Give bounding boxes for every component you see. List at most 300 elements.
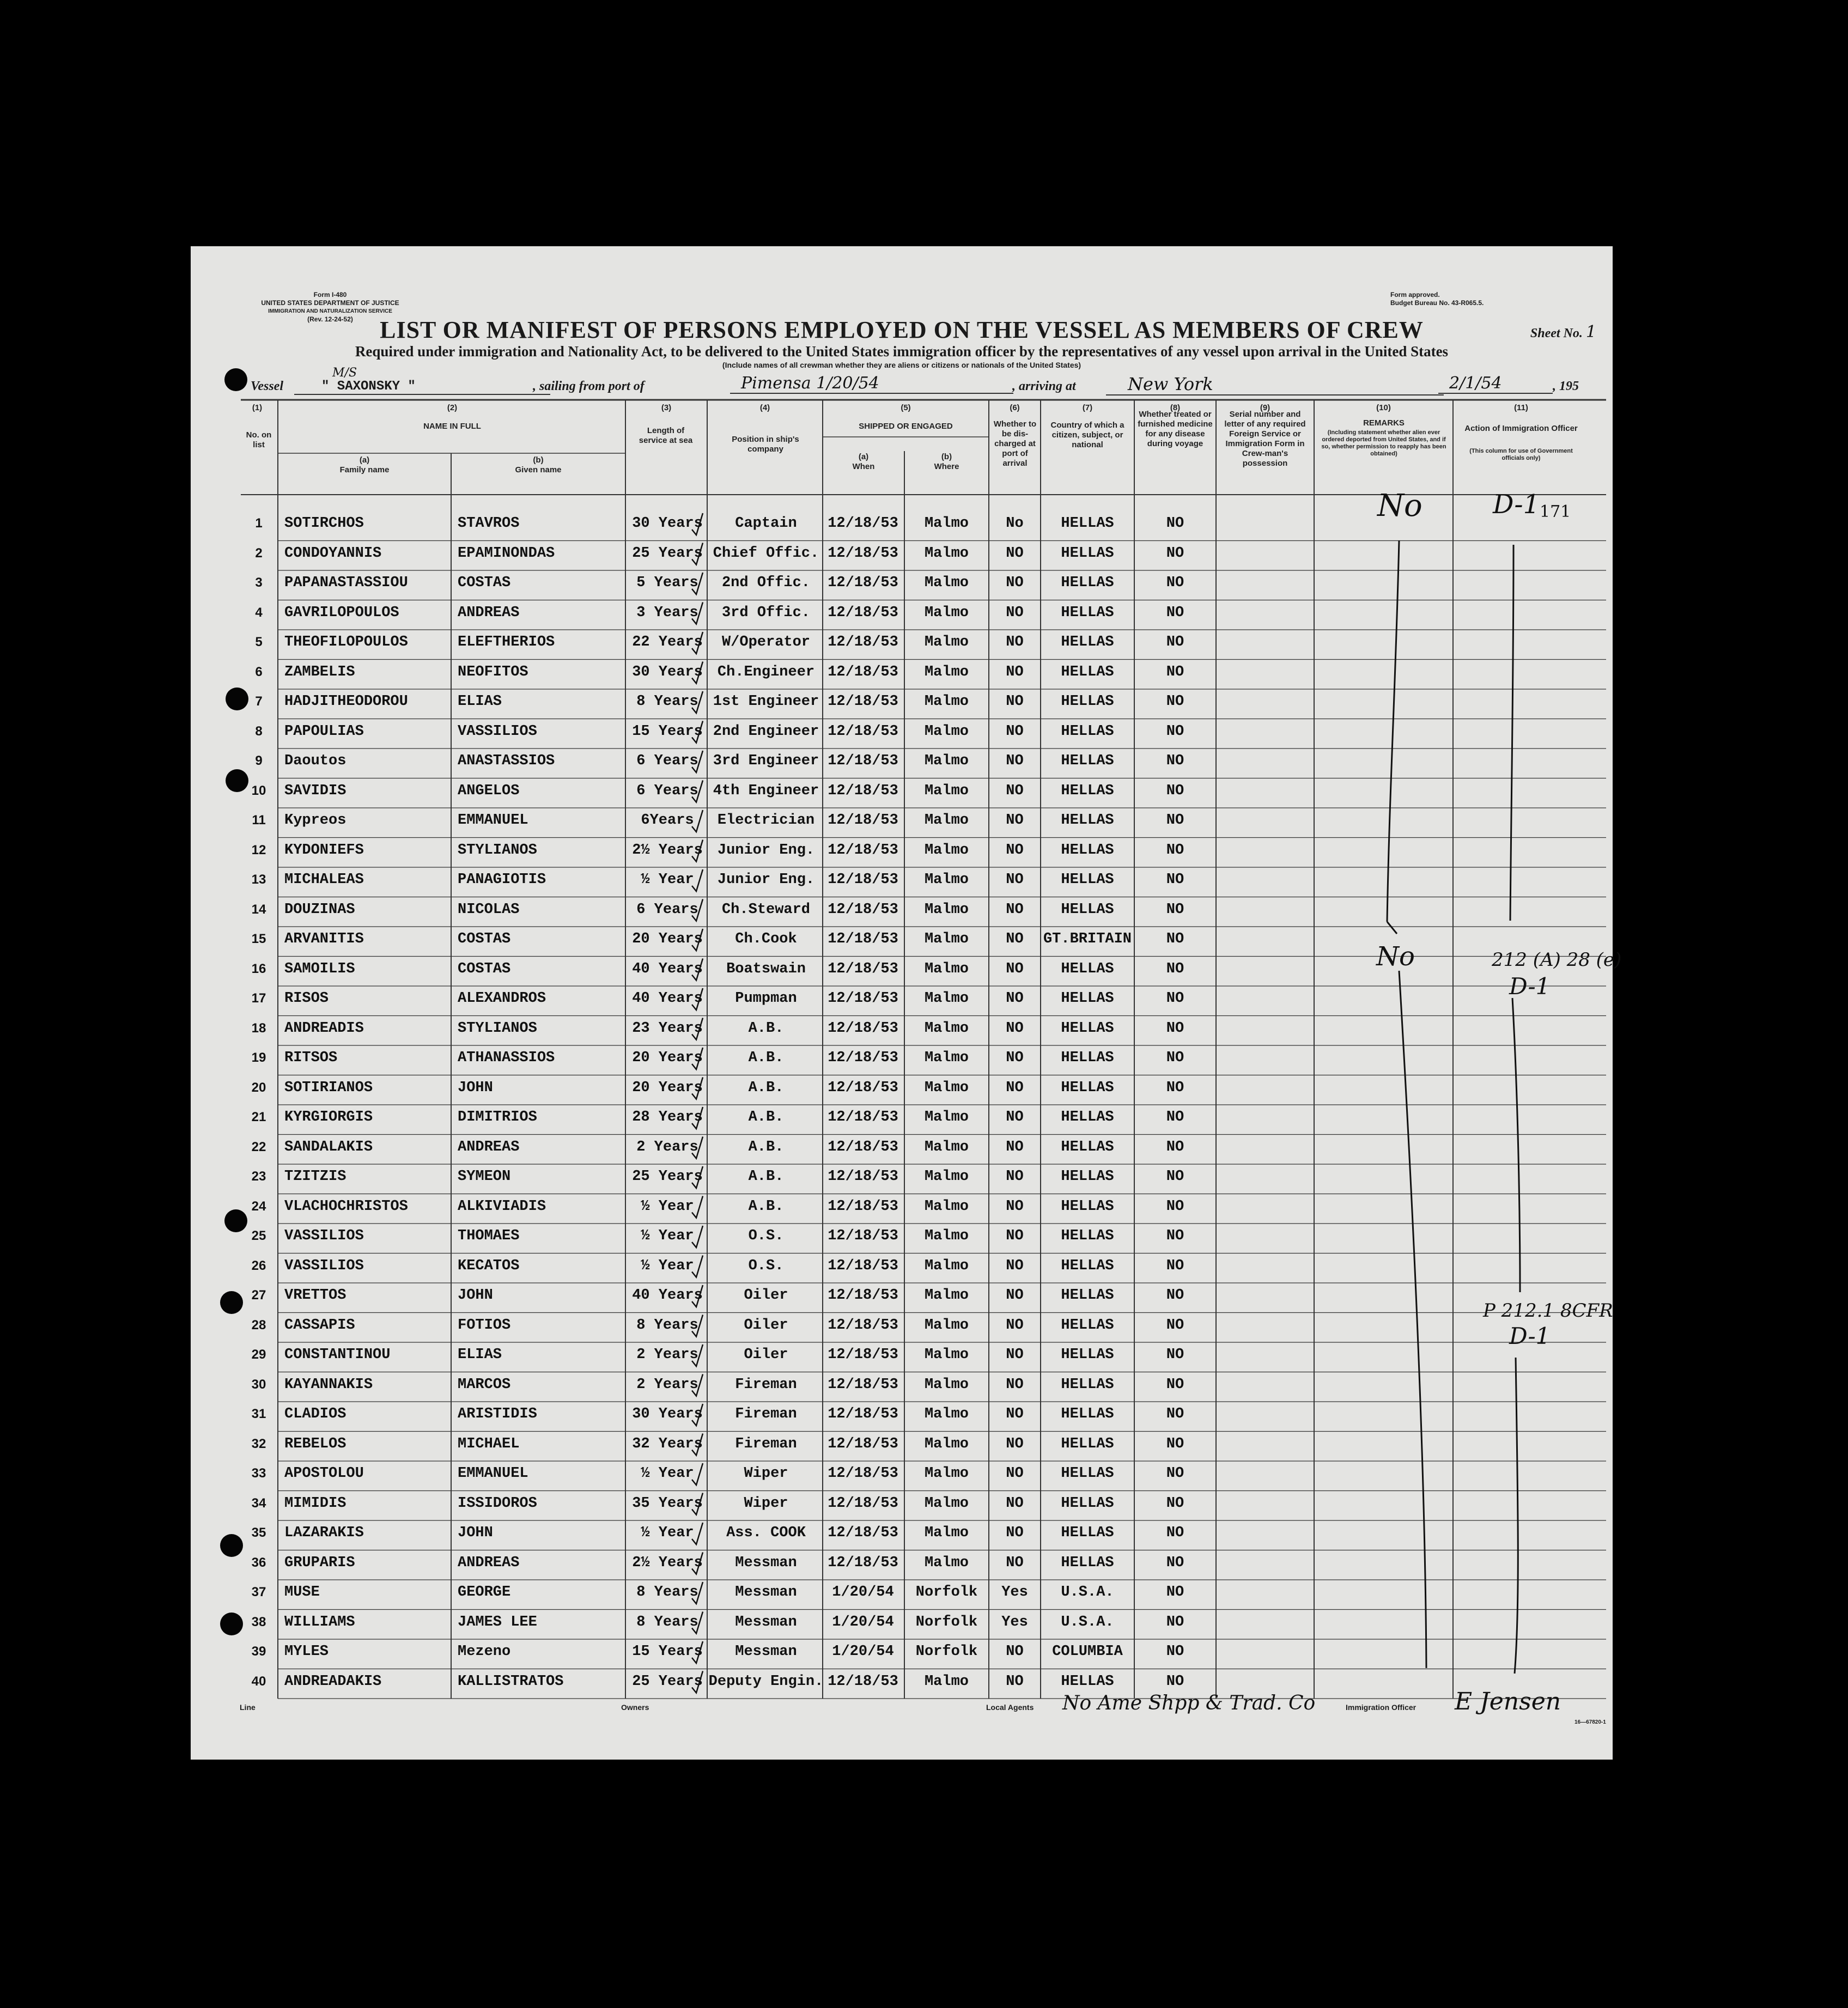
cell-country: HELLAS bbox=[1061, 842, 1114, 859]
cell-country: HELLAS bbox=[1061, 1109, 1114, 1125]
cell-when: 12/18/53 bbox=[828, 1376, 898, 1393]
cell-family: ARVANITIS bbox=[284, 931, 364, 947]
cell-country: U.S.A. bbox=[1061, 1614, 1114, 1630]
given-name-marker: (b) bbox=[533, 455, 544, 465]
cell-when: 12/18/53 bbox=[828, 664, 898, 680]
cell-length: ½ Year bbox=[641, 1257, 694, 1274]
cell-when: 12/18/53 bbox=[828, 723, 898, 740]
department-name: UNITED STATES DEPARTMENT OF JUSTICE bbox=[261, 299, 399, 307]
cell-given: ELIAS bbox=[458, 1347, 502, 1363]
cell-where: Malmo bbox=[924, 1169, 969, 1185]
page-title: LIST OR MANIFEST OF PERSONS EMPLOYED ON THE VESSEL AS MEMBERS OF CREW bbox=[380, 317, 1424, 343]
year-suffix: , 195 bbox=[1553, 379, 1579, 393]
cell-discharge: NO bbox=[1006, 1465, 1024, 1482]
cell-given: JAMES LEE bbox=[458, 1614, 537, 1630]
cell-discharge: NO bbox=[1006, 1050, 1024, 1066]
cell-family: RITSOS bbox=[284, 1050, 338, 1066]
cell-position: Messman bbox=[735, 1554, 797, 1571]
country-header: Country of which a citizen, subject, or national bbox=[1050, 421, 1124, 449]
page-subtitle: Required under immigration and Nationality Act, to be delivered to the United States immigration officer by the representatives of any vessel upon arrival in the United States bbox=[355, 343, 1449, 360]
cell-when: 12/18/53 bbox=[828, 1554, 898, 1571]
cell-when: 12/18/53 bbox=[828, 960, 898, 977]
binder-hole bbox=[220, 1534, 243, 1557]
cell-where: Malmo bbox=[924, 604, 969, 621]
cell-no: 12 bbox=[251, 842, 266, 857]
cell-family: ANDREADAKIS bbox=[284, 1673, 382, 1690]
cell-country: HELLAS bbox=[1061, 1139, 1114, 1155]
local-agents-label: Local Agents bbox=[986, 1703, 1034, 1712]
cell-given: EPAMINONDAS bbox=[458, 545, 555, 562]
name-in-full-header: NAME IN FULL bbox=[423, 422, 481, 431]
cell-discharge: NO bbox=[1006, 1644, 1024, 1660]
action-annotation-29: D-1 bbox=[1509, 1323, 1551, 1349]
cell-medicine: NO bbox=[1166, 604, 1184, 621]
cell-given: FOTIOS bbox=[458, 1317, 511, 1334]
cell-no: 39 bbox=[251, 1644, 266, 1659]
cell-given: PANAGIOTIS bbox=[458, 872, 546, 888]
cell-medicine: NO bbox=[1166, 634, 1184, 650]
cell-country: HELLAS bbox=[1061, 1554, 1114, 1571]
cell-discharge: NO bbox=[1006, 1673, 1024, 1690]
cell-where: Malmo bbox=[924, 931, 969, 947]
cell-when: 12/18/53 bbox=[828, 1020, 898, 1037]
cell-length: 40 Years bbox=[632, 990, 703, 1007]
cell-given: COSTAS bbox=[458, 931, 511, 947]
col-8-number: (8) bbox=[1170, 403, 1181, 412]
cell-given: COSTAS bbox=[458, 960, 511, 977]
cell-country: HELLAS bbox=[1061, 664, 1114, 680]
cell-length: 40 Years bbox=[632, 960, 703, 977]
cell-medicine: NO bbox=[1166, 1198, 1184, 1215]
cell-country: HELLAS bbox=[1061, 693, 1114, 710]
cell-family: MYLES bbox=[284, 1644, 329, 1660]
cell-given: MICHAEL bbox=[458, 1435, 520, 1452]
cell-discharge: NO bbox=[1006, 931, 1024, 947]
sheet-number-value: 1 bbox=[1585, 323, 1596, 342]
immigration-officer-label: Immigration Officer bbox=[1346, 1703, 1417, 1712]
cell-medicine: NO bbox=[1166, 1406, 1184, 1422]
cell-where: Malmo bbox=[924, 723, 969, 740]
serial-form-header: Serial number and letter of any required Foreign Service or Immigration Form in Crew-man's possession bbox=[1224, 410, 1306, 468]
cell-length: 2 Years bbox=[636, 1376, 698, 1393]
cell-country: HELLAS bbox=[1061, 1317, 1114, 1334]
cell-country: HELLAS bbox=[1061, 1257, 1114, 1274]
cell-when: 12/18/53 bbox=[828, 1228, 898, 1244]
col-10-number: (10) bbox=[1376, 403, 1391, 412]
cell-family: PAPANASTASSIOU bbox=[284, 575, 408, 591]
cell-given: DIMITRIOS bbox=[458, 1109, 537, 1125]
sailing-label: , sailing from port of bbox=[533, 379, 645, 393]
cell-where: Malmo bbox=[924, 545, 969, 562]
cell-discharge: NO bbox=[1006, 604, 1024, 621]
binder-hole bbox=[220, 1291, 243, 1314]
cell-given: Mezeno bbox=[458, 1644, 511, 1660]
cell-no: 21 bbox=[251, 1110, 266, 1124]
cell-given: ANASTASSIOS bbox=[458, 753, 555, 769]
cell-country: HELLAS bbox=[1061, 604, 1114, 621]
cell-country: HELLAS bbox=[1061, 1525, 1114, 1541]
cell-where: Malmo bbox=[924, 1495, 969, 1512]
cell-when: 1/20/54 bbox=[832, 1584, 894, 1601]
cell-discharge: NO bbox=[1006, 812, 1024, 829]
cell-length: ½ Year bbox=[641, 1228, 694, 1244]
cell-given: ATHANASSIOS bbox=[458, 1050, 555, 1066]
cell-country: HELLAS bbox=[1061, 1169, 1114, 1185]
cell-position: A.B. bbox=[748, 1050, 784, 1066]
cell-family: SANDALAKIS bbox=[284, 1139, 373, 1155]
cell-position: Boatswain bbox=[726, 960, 806, 977]
cell-position: Junior Eng. bbox=[717, 842, 815, 859]
cell-no: 17 bbox=[251, 991, 266, 1006]
cell-length: 30 Years bbox=[632, 664, 703, 680]
action-note: (This column for use of Government officials only) bbox=[1469, 448, 1573, 461]
cell-no: 24 bbox=[251, 1198, 266, 1214]
cell-discharge: NO bbox=[1006, 545, 1024, 562]
cell-position: 3rd Engineer bbox=[713, 753, 819, 769]
cell-given: STYLIANOS bbox=[458, 842, 537, 859]
cell-no: 5 bbox=[255, 635, 263, 649]
cell-where: Malmo bbox=[924, 1257, 969, 1274]
cell-length: 32 Years bbox=[632, 1435, 703, 1452]
cell-length: 25 Years bbox=[632, 1673, 703, 1690]
cell-family: RISOS bbox=[284, 990, 329, 1007]
cell-when: 12/18/53 bbox=[828, 1079, 898, 1096]
family-name-header: Family name bbox=[339, 465, 390, 474]
cell-medicine: NO bbox=[1166, 1465, 1184, 1482]
cell-no: 2 bbox=[255, 545, 263, 561]
cell-family: Kypreos bbox=[284, 812, 346, 829]
cell-family: CONSTANTINOU bbox=[284, 1347, 391, 1363]
cell-given: COSTAS bbox=[458, 575, 511, 591]
cell-length: 2 Years bbox=[636, 1139, 698, 1155]
cell-when: 12/18/53 bbox=[828, 1495, 898, 1512]
cell-length: 6 Years bbox=[636, 901, 698, 918]
cell-country: HELLAS bbox=[1061, 1020, 1114, 1037]
cell-position: A.B. bbox=[748, 1198, 784, 1215]
cell-given: VASSILIOS bbox=[458, 723, 537, 740]
cell-no: 3 bbox=[255, 575, 263, 590]
cell-given: GEORGE bbox=[458, 1584, 511, 1601]
cell-given: MARCOS bbox=[458, 1376, 511, 1393]
cell-given: STAVROS bbox=[458, 515, 520, 532]
cell-when: 12/18/53 bbox=[828, 990, 898, 1007]
cell-given: JOHN bbox=[458, 1079, 493, 1096]
cell-no: 40 bbox=[251, 1674, 266, 1689]
cell-country: HELLAS bbox=[1061, 1347, 1114, 1363]
cell-position: 1st Engineer bbox=[713, 693, 819, 710]
cell-no: 13 bbox=[251, 872, 266, 887]
cell-length: 15 Years bbox=[632, 1644, 703, 1660]
owners-label: Owners bbox=[621, 1703, 649, 1712]
cell-discharge: NO bbox=[1006, 1228, 1024, 1244]
cell-when: 12/18/53 bbox=[828, 1435, 898, 1452]
cell-when: 12/18/53 bbox=[828, 901, 898, 918]
cell-when: 12/18/53 bbox=[828, 1169, 898, 1185]
cell-where: Malmo bbox=[924, 1347, 969, 1363]
cell-no: 27 bbox=[251, 1288, 266, 1303]
cell-family: CLADIOS bbox=[284, 1406, 346, 1422]
cell-length: 6Years bbox=[641, 812, 694, 829]
cell-medicine: NO bbox=[1166, 1050, 1184, 1066]
cell-position: Junior Eng. bbox=[717, 872, 815, 888]
cell-medicine: NO bbox=[1166, 1584, 1184, 1601]
cell-given: SYMEON bbox=[458, 1169, 511, 1185]
cell-length: 20 Years bbox=[632, 931, 703, 947]
cell-where: Malmo bbox=[924, 1406, 969, 1422]
cell-discharge: NO bbox=[1006, 842, 1024, 859]
cell-no: 38 bbox=[251, 1614, 266, 1629]
cell-discharge: NO bbox=[1006, 960, 1024, 977]
cell-where: Malmo bbox=[924, 753, 969, 769]
cell-given: NEOFITOS bbox=[458, 664, 528, 680]
cell-given: NICOLAS bbox=[458, 901, 520, 918]
cell-position: Wiper bbox=[744, 1465, 788, 1482]
binder-hole bbox=[226, 769, 248, 792]
cell-discharge: NO bbox=[1006, 782, 1024, 799]
cell-where: Malmo bbox=[924, 1317, 969, 1334]
cell-where: Malmo bbox=[924, 812, 969, 829]
col-7-number: (7) bbox=[1082, 403, 1093, 412]
cell-length: 25 Years bbox=[632, 1169, 703, 1185]
vessel-name: " SAXONSKY " bbox=[294, 379, 550, 395]
cell-discharge: No bbox=[1006, 515, 1024, 532]
col-6-number: (6) bbox=[1010, 403, 1020, 412]
cell-family: VASSILIOS bbox=[284, 1228, 364, 1244]
cell-medicine: NO bbox=[1166, 664, 1184, 680]
col-11-number: (11) bbox=[1514, 403, 1528, 412]
cell-medicine: NO bbox=[1166, 782, 1184, 799]
cell-country: HELLAS bbox=[1061, 753, 1114, 769]
cell-discharge: NO bbox=[1006, 693, 1024, 710]
cell-when: 12/18/53 bbox=[828, 515, 898, 532]
cell-country: HELLAS bbox=[1061, 1673, 1114, 1690]
cell-position: Chief Offic. bbox=[713, 545, 819, 562]
cell-family: WILLIAMS bbox=[284, 1614, 355, 1630]
cell-where: Norfolk bbox=[915, 1644, 978, 1660]
cell-family: SAMOILIS bbox=[284, 960, 355, 977]
cell-when: 1/20/54 bbox=[832, 1644, 894, 1660]
vessel-prefix: M/S bbox=[332, 366, 357, 380]
cell-where: Malmo bbox=[924, 664, 969, 680]
cell-no: 35 bbox=[251, 1525, 266, 1540]
cell-length: ½ Year bbox=[641, 1198, 694, 1215]
cell-no: 25 bbox=[251, 1228, 266, 1243]
cell-family: CASSAPIS bbox=[284, 1317, 355, 1334]
cell-discharge: NO bbox=[1006, 901, 1024, 918]
cell-no: 18 bbox=[251, 1020, 266, 1036]
cell-family: CONDOYANNIS bbox=[284, 545, 382, 562]
cell-length: 6 Years bbox=[636, 753, 698, 769]
cell-medicine: NO bbox=[1166, 901, 1184, 918]
cell-country: HELLAS bbox=[1061, 990, 1114, 1007]
cell-length: 2½ Years bbox=[632, 1554, 703, 1571]
cell-when: 12/18/53 bbox=[828, 1347, 898, 1363]
cell-no: 9 bbox=[255, 753, 263, 768]
cell-family: HADJITHEODOROU bbox=[284, 693, 408, 710]
cell-discharge: Yes bbox=[1001, 1584, 1028, 1601]
cell-no: 16 bbox=[251, 961, 266, 976]
cell-length: 23 Years bbox=[632, 1020, 703, 1037]
binder-hole bbox=[220, 1613, 243, 1635]
cell-when: 12/18/53 bbox=[828, 1406, 898, 1422]
cell-no: 31 bbox=[251, 1407, 266, 1421]
cell-family: APOSTOLOU bbox=[284, 1465, 364, 1482]
cell-where: Malmo bbox=[924, 901, 969, 918]
local-agents-signature: No Ame Shpp & Trad. Co bbox=[1062, 1692, 1316, 1714]
col-1-number: (1) bbox=[252, 403, 263, 412]
cell-family: KAYANNAKIS bbox=[284, 1376, 373, 1393]
cell-medicine: NO bbox=[1166, 723, 1184, 740]
cell-where: Malmo bbox=[924, 693, 969, 710]
cell-family: DOUZINAS bbox=[284, 901, 355, 918]
cell-discharge: NO bbox=[1006, 1109, 1024, 1125]
form-approved: Form approved. bbox=[1390, 291, 1440, 299]
cell-medicine: NO bbox=[1166, 842, 1184, 859]
cell-discharge: NO bbox=[1006, 664, 1024, 680]
cell-discharge: NO bbox=[1006, 1287, 1024, 1304]
cell-where: Malmo bbox=[924, 782, 969, 799]
cell-medicine: NO bbox=[1166, 812, 1184, 829]
cell-discharge: NO bbox=[1006, 1169, 1024, 1185]
cell-family: SAVIDIS bbox=[284, 782, 346, 799]
cell-given: EMMANUEL bbox=[458, 812, 528, 829]
action-annotation-17: D-1 bbox=[1509, 973, 1551, 1000]
cell-when: 12/18/53 bbox=[828, 812, 898, 829]
action-annotation-1: D-1 bbox=[1493, 489, 1540, 520]
cell-where: Malmo bbox=[924, 872, 969, 888]
cell-where: Malmo bbox=[924, 515, 969, 532]
cell-where: Malmo bbox=[924, 842, 969, 859]
cell-discharge: NO bbox=[1006, 990, 1024, 1007]
cell-given: EMMANUEL bbox=[458, 1465, 528, 1482]
shipped-engaged-header: SHIPPED OR ENGAGED bbox=[859, 422, 953, 431]
cell-no: 20 bbox=[251, 1080, 266, 1095]
cell-position: A.B. bbox=[748, 1079, 784, 1096]
cell-position: A.B. bbox=[748, 1139, 784, 1155]
cell-when: 1/20/54 bbox=[832, 1614, 894, 1630]
cell-medicine: NO bbox=[1166, 545, 1184, 562]
cell-medicine: NO bbox=[1166, 575, 1184, 591]
cell-when: 12/18/53 bbox=[828, 575, 898, 591]
cell-medicine: NO bbox=[1166, 1554, 1184, 1571]
cell-country: HELLAS bbox=[1061, 575, 1114, 591]
cell-medicine: NO bbox=[1166, 872, 1184, 888]
cell-family: MICHALEAS bbox=[284, 872, 364, 888]
cell-given: ELIAS bbox=[458, 693, 502, 710]
cell-position: Deputy Engin. bbox=[708, 1673, 824, 1690]
cell-length: 15 Years bbox=[632, 723, 703, 740]
cell-medicine: NO bbox=[1166, 1020, 1184, 1037]
cell-discharge: NO bbox=[1006, 1317, 1024, 1334]
cell-discharge: NO bbox=[1006, 1554, 1024, 1571]
cell-no: 28 bbox=[251, 1317, 266, 1332]
cell-family: GRUPARIS bbox=[284, 1554, 355, 1571]
cell-length: 40 Years bbox=[632, 1287, 703, 1304]
no-on-list-header: No. on list bbox=[246, 430, 272, 449]
service-name: IMMIGRATION AND NATURALIZATION SERVICE bbox=[268, 308, 392, 314]
cell-given: ELEFTHERIOS bbox=[458, 634, 555, 650]
cell-family: MIMIDIS bbox=[284, 1495, 346, 1512]
cell-medicine: NO bbox=[1166, 1287, 1184, 1304]
cell-when: 12/18/53 bbox=[828, 931, 898, 947]
cell-country: HELLAS bbox=[1061, 1435, 1114, 1452]
cell-medicine: NO bbox=[1166, 1139, 1184, 1155]
cell-when: 12/18/53 bbox=[828, 604, 898, 621]
col-5-number: (5) bbox=[901, 403, 911, 412]
cell-discharge: NO bbox=[1006, 1079, 1024, 1096]
action-annotation-1-number: 171 bbox=[1540, 502, 1571, 521]
cell-medicine: NO bbox=[1166, 515, 1184, 532]
cell-position: Fireman bbox=[735, 1435, 797, 1452]
cell-when: 12/18/53 bbox=[828, 1198, 898, 1215]
cell-discharge: NO bbox=[1006, 1435, 1024, 1452]
cell-given: ARISTIDIS bbox=[458, 1406, 537, 1422]
cell-length: 2 Years bbox=[636, 1347, 698, 1363]
cell-position: Fireman bbox=[735, 1376, 797, 1393]
cell-country: HELLAS bbox=[1061, 1495, 1114, 1512]
when-header: When bbox=[852, 462, 875, 471]
remarks-note: (Including statement whether alien ever ordered deported from United States, and if so, whether permission to reapply has been obtained) bbox=[1321, 429, 1446, 457]
binder-hole bbox=[224, 1209, 247, 1232]
where-header: Where bbox=[934, 462, 959, 471]
cell-family: LAZARAKIS bbox=[284, 1525, 364, 1541]
col-4-number: (4) bbox=[759, 403, 770, 412]
cell-country: HELLAS bbox=[1061, 1079, 1114, 1096]
cell-given: KECATOS bbox=[458, 1257, 520, 1274]
cell-given: ANDREAS bbox=[458, 1139, 520, 1155]
cell-family: ANDREADIS bbox=[284, 1020, 364, 1037]
cell-no: 22 bbox=[251, 1139, 266, 1154]
cell-family: GAVRILOPOULOS bbox=[284, 604, 399, 621]
where-marker: (b) bbox=[941, 452, 952, 461]
cell-when: 12/18/53 bbox=[828, 1139, 898, 1155]
cell-discharge: NO bbox=[1006, 1020, 1024, 1037]
crew-manifest-sheet bbox=[191, 246, 1622, 1760]
cell-discharge: NO bbox=[1006, 753, 1024, 769]
cell-medicine: NO bbox=[1166, 1257, 1184, 1274]
form-revision: (Rev. 12-24-52) bbox=[307, 315, 353, 323]
cell-medicine: NO bbox=[1166, 1495, 1184, 1512]
cell-family: VASSILIOS bbox=[284, 1257, 364, 1274]
cell-family: ZAMBELIS bbox=[284, 664, 355, 680]
cell-where: Malmo bbox=[924, 1435, 969, 1452]
include-note: (Include names of all crewman whether they are aliens or citizens or nationals of the United States) bbox=[722, 361, 1081, 369]
col-9-number: (9) bbox=[1260, 403, 1270, 412]
cell-length: 25 Years bbox=[632, 545, 703, 562]
cell-length: 8 Years bbox=[636, 693, 698, 710]
print-code: 16—67820-1 bbox=[1575, 1719, 1606, 1725]
cell-discharge: NO bbox=[1006, 1406, 1024, 1422]
cell-medicine: NO bbox=[1166, 1079, 1184, 1096]
cell-when: 12/18/53 bbox=[828, 1050, 898, 1066]
cell-no: 36 bbox=[251, 1555, 266, 1570]
cell-discharge: NO bbox=[1006, 1198, 1024, 1215]
cell-no: 26 bbox=[251, 1258, 266, 1273]
cell-medicine: NO bbox=[1166, 1109, 1184, 1125]
binder-hole bbox=[224, 368, 247, 391]
cell-no: 14 bbox=[251, 902, 266, 917]
cell-when: 12/18/53 bbox=[828, 872, 898, 888]
cell-country: HELLAS bbox=[1061, 723, 1114, 740]
cell-given: JOHN bbox=[458, 1287, 493, 1304]
cell-discharge: Yes bbox=[1001, 1614, 1028, 1630]
cell-where: Malmo bbox=[924, 1465, 969, 1482]
cell-discharge: NO bbox=[1006, 1376, 1024, 1393]
cell-discharge: NO bbox=[1006, 575, 1024, 591]
cell-given: ISSIDOROS bbox=[458, 1495, 537, 1512]
cell-position: Oiler bbox=[744, 1287, 788, 1304]
length-of-service-header: Length of service at sea bbox=[639, 426, 693, 445]
